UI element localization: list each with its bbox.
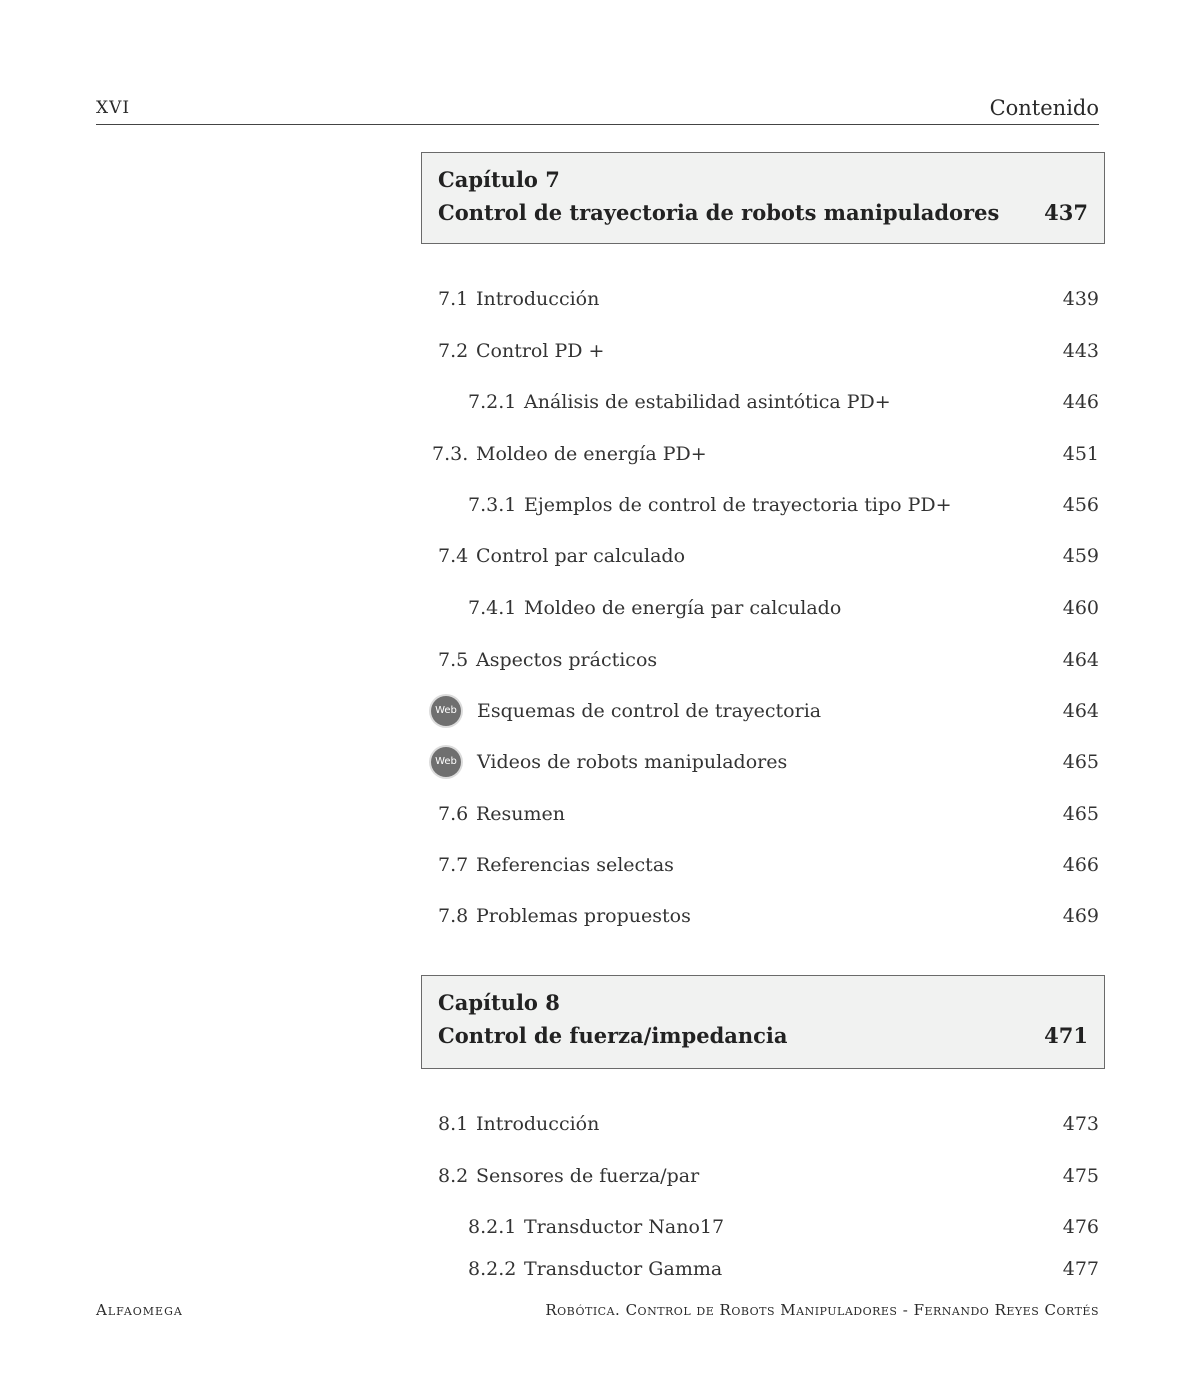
entry-title: Introducción (476, 288, 600, 310)
entry-page: 469 (1062, 905, 1099, 927)
toc-entry[interactable] (430, 1163, 1099, 1189)
entry-title: Análisis de estabilidad asintótica PD+ (524, 391, 891, 413)
toc-subentry[interactable] (430, 1256, 1099, 1282)
web-icon: Web (431, 696, 461, 726)
web-icon: Web (431, 747, 461, 777)
entry-number: 7.7 (438, 854, 469, 876)
entry-page: 466 (1062, 854, 1099, 876)
toc-entry[interactable] (430, 286, 1099, 312)
toc-entry[interactable] (430, 543, 1099, 569)
entry-number: 7.5 (438, 649, 469, 671)
entry-page: 473 (1062, 1113, 1099, 1135)
entry-title: Esquemas de control de trayectoria (477, 700, 822, 722)
entry-title: Moldeo de energía par calculado (524, 597, 842, 619)
entry-title: Aspectos prácticos (476, 649, 658, 671)
entry-page: 443 (1062, 340, 1099, 362)
entry-title: Referencias selectas (476, 854, 674, 876)
entry-number: 7.8 (438, 905, 469, 927)
chapter-page: 471 (1044, 1023, 1088, 1048)
toc-subentry[interactable] (430, 389, 1099, 415)
entry-title: Introducción (476, 1113, 600, 1135)
entry-title: Ejemplos de control de trayectoria tipo PD+ (524, 494, 952, 516)
entry-number: 7.2.1 (468, 391, 517, 413)
entry-title: Videos de robots manipuladores (477, 751, 788, 773)
entry-title: Problemas propuestos (476, 905, 691, 927)
toc-entry[interactable] (430, 903, 1099, 929)
entry-number: 8.2.2 (468, 1258, 517, 1280)
entry-title: Resumen (476, 803, 566, 825)
entry-page: 439 (1062, 288, 1099, 310)
toc-entry[interactable] (430, 647, 1099, 673)
toc-entry[interactable] (430, 852, 1099, 878)
chapter-label: Capítulo 7 (438, 167, 560, 192)
entry-page: 465 (1062, 751, 1099, 773)
entry-title: Control par calculado (476, 545, 686, 567)
toc-entry[interactable] (430, 441, 1099, 467)
toc-entry[interactable] (430, 801, 1099, 827)
entry-number: 7.4 (438, 545, 469, 567)
entry-number: 7.3.1 (468, 494, 517, 516)
entry-page: 451 (1062, 443, 1099, 465)
toc-entry[interactable] (430, 338, 1099, 364)
entry-number: 7.3. (432, 443, 469, 465)
entry-page: 476 (1062, 1216, 1099, 1238)
publisher-name: Alfaomega (96, 1301, 183, 1319)
toc-entry[interactable] (430, 1111, 1099, 1137)
entry-page: 465 (1062, 803, 1099, 825)
book-title: Robótica. Control de Robots Manipuladores - Fernando Reyes Cortés (545, 1301, 1099, 1319)
entry-title: Transductor Nano17 (524, 1216, 725, 1238)
entry-page: 459 (1062, 545, 1099, 567)
chapter-title: Control de trayectoria de robots manipuladores (438, 200, 1000, 225)
chapter-label: Capítulo 8 (438, 990, 560, 1015)
entry-title: Transductor Gamma (524, 1258, 723, 1280)
entry-page: 460 (1062, 597, 1099, 619)
chapter-page: 437 (1044, 200, 1088, 225)
entry-title: Sensores de fuerza/par (476, 1165, 700, 1187)
entry-page: 464 (1062, 649, 1099, 671)
entry-page: 446 (1062, 391, 1099, 413)
entry-number: 8.1 (438, 1113, 469, 1135)
toc-web-entry[interactable] (430, 749, 1099, 775)
toc-web-entry[interactable] (430, 698, 1099, 724)
entry-number: 7.2 (438, 340, 469, 362)
entry-number: 7.4.1 (468, 597, 517, 619)
entry-number: 7.1 (438, 288, 469, 310)
chapter-7-heading (421, 152, 1105, 244)
chapter-title: Control de fuerza/impedancia (438, 1023, 788, 1048)
running-head: Contenido (989, 96, 1099, 120)
entry-page: 456 (1062, 494, 1099, 516)
page-number: XVI (96, 98, 131, 118)
header-rule (96, 124, 1099, 125)
toc-subentry[interactable] (430, 595, 1099, 621)
toc-subentry[interactable] (430, 1214, 1099, 1240)
entry-page: 477 (1062, 1258, 1099, 1280)
entry-title: Moldeo de energía PD+ (476, 443, 707, 465)
entry-number: 7.6 (438, 803, 469, 825)
entry-page: 464 (1062, 700, 1099, 722)
toc-subentry[interactable] (430, 492, 1099, 518)
entry-number: 8.2.1 (468, 1216, 517, 1238)
entry-number: 8.2 (438, 1165, 469, 1187)
entry-page: 475 (1062, 1165, 1099, 1187)
chapter-8-heading (421, 975, 1105, 1069)
entry-title: Control PD + (476, 340, 605, 362)
